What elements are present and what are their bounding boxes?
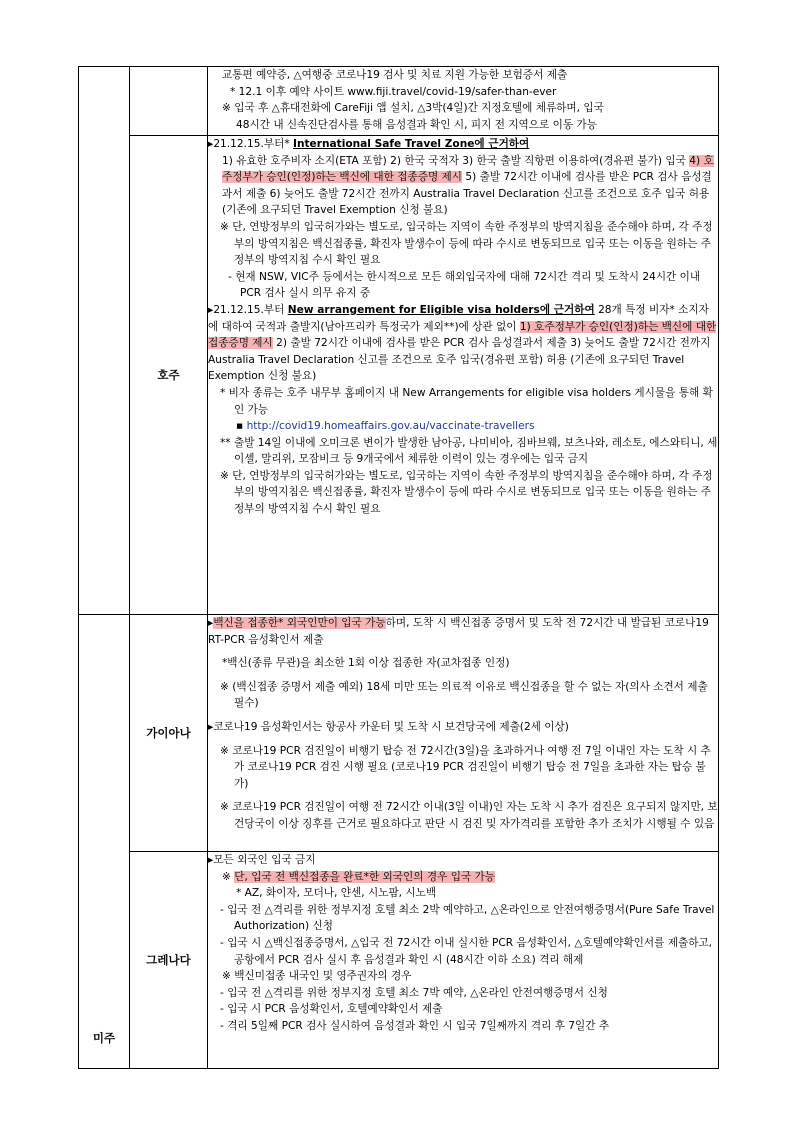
note-prefix: ※ <box>222 870 235 883</box>
region-cell-empty <box>79 67 130 615</box>
highlight-vaccine-proof: 4) 호주정부가 승인(인정)하는 백신에 대한 접종증명 제시 <box>222 154 714 184</box>
fiji-line-1: 교통편 예약증, △여행중 코로나19 검사 및 치료 지원 가능한 보험증서 제출 <box>222 69 568 81</box>
guyana-line-b: ▸코로나19 음성확인서는 항공사 카운터 및 도착 시 보건당국에 제출(2세 이상) <box>208 720 569 733</box>
bullet-prefix: ▸21.12.15.부터 <box>208 303 288 316</box>
grenada-line-8: - 입국 시 PCR 음성확인서, 호텔예약확인서 제출 <box>220 1003 443 1016</box>
bullet-icon: ▪ <box>236 420 244 433</box>
table-row-grenada <box>79 852 719 1069</box>
grenada-content-cell <box>208 852 719 1069</box>
guyana-line-a <box>208 615 718 648</box>
bullet-prefix: ▸21.12.15.부터* <box>208 138 293 150</box>
highlight-vaccinated-exception: 단, 입국 전 백신접종을 완료*한 외국인의 경우 입국 가능 <box>234 870 495 883</box>
new-arrangement-title: New arrangement for Eligible visa holders에 근거하여 <box>287 303 595 316</box>
guyana-pcr-note-1: ※ 코로나19 PCR 검진일이 비행기 탑승 전 72시간(3일)을 초과하거나 여행 전 7일 이내인 자는 도착 시 추가 코로나19 PCR 검진 시행 필요 (코로나19 PCR 검진일이 비행기 탑승 전 7일을 초과한 자는 탑승 불가) <box>220 744 711 790</box>
international-safe-travel-zone-title: International Safe Travel Zone에 근거하여 <box>293 138 530 150</box>
country-cell-empty <box>130 67 208 136</box>
australia-section-1 <box>208 136 718 153</box>
australia-dash-1: - 현재 NSW, VIC주 등에서는 한시적으로 모든 해외입국자에 대해 72시간 격리 및 도착시 24시간 이내 PCR 검사 실시 의무 유지 중 <box>228 270 701 300</box>
grenada-line-2 <box>208 869 718 886</box>
guyana-pcr-note-2: ※ 코로나19 PCR 검진일이 여행 전 72시간 이내(3일 이내)인 자는 도착 시 추가 검진은 요구되지 않지만, 보건당국이 이상 징후를 근거로 필요하다고 판단 시 검진 및 자가격리를 포함한 추가 조치가 시행될 수 있음 <box>220 801 718 830</box>
text: 2) 출발 72시간 이내에 검사를 받은 PCR 검사 음성결과서 제출 3) 늦어도 출발 72시간 전까지 Australia Travel Declaration 신고를 조건으로 호주 입국(경유편 포함) 허용 (기존에 요구되던 Travel Exemption 신청 불요) <box>208 337 711 383</box>
australia-note-2: ※ 단, 연방정부의 입국허가와는 별도로, 입국하는 지역이 속한 주정부의 방역지침을 준수해야 하며, 각 주정부의 방역지침은 백신접종률, 확진자 발생수이 등에 따라 수시로 변동되므로 입국 또는 이동을 원하는 주 정부의 방역지침 수시 확인 필요 <box>220 469 713 516</box>
guyana-content-cell <box>208 615 719 852</box>
grenada-line-7: - 입국 전 △격리를 위한 정부지정 호텔 최소 7박 예약, △온라인 안전여행증명서 신청 <box>220 986 608 999</box>
australia-content-cell <box>208 136 719 615</box>
australia-omicron-note: ** 출발 14일 이내에 오미크론 변이가 발생한 남아공, 나미비아, 짐바브웨, 보츠나와, 레소토, 에스와티니, 세이셸, 말리위, 모잠비크 등 9개국에서 체류한 이력이 있는 경우에는 입국 금지 <box>220 436 718 466</box>
country-name-australia: 호주 <box>130 136 208 615</box>
australia-section-2 <box>208 302 718 385</box>
grenada-line-3: * AZ, 화이자, 모더나, 얀센, 시노팜, 시노백 <box>236 887 437 900</box>
australia-visa-note: * 비자 종류는 호주 내무부 홈페이지 내 New Arrangements for eligible visa holders 게시물을 통해 확인 가능 <box>220 386 713 416</box>
text: 1) 유효한 호주비자 소지(ETA 포함) 2) 한국 국적자 3) 한국 출발 직항편 이용하여(경유편 불가) 입국 <box>222 154 690 167</box>
country-name-guyana: 가이아나 <box>130 615 208 852</box>
fiji-line-3: ※ 입국 후 △휴대전화에 CareFiji 앱 설치, △3박(4일)간 지정호텔에 체류하며, 입국 <box>222 102 604 115</box>
grenada-line-1: ▸모든 외국인 입국 금지 <box>208 854 316 866</box>
table-row-fiji-continuation <box>79 67 719 136</box>
text: 5) 출발 72시간 이내에 검사를 받은 PCR 검사 음성결과서 제출 6) 늦어도 출발 72시간 전까지 Australia Travel Declaration 신고를 조건으로 호주 입국 허용 (기존에 요구되던 Travel Exemption 신청 불요) <box>222 171 712 217</box>
australia-section-1-body <box>208 153 718 219</box>
guyana-exception-note: ※ (백신접종 증명서 제출 예외) 18세 미만 또는 의료적 이유로 백신접종을 할 수 없는 자(의사 소견서 제출 필수) <box>220 680 708 710</box>
highlight-vaccine-proof-2: 1) 호주정부가 승인(인정)하는 백신에 대한 접종증명 제시 <box>208 320 717 350</box>
fiji-line-4: 48시간 내 신속진단검사를 통해 음성결과 확인 시, 피지 전 지역으로 이동 가능 <box>236 118 597 131</box>
guyana-vaccine-note: *백신(종류 무관)을 최소한 1회 이상 접종한 자(교차접종 인정) <box>222 657 510 670</box>
grenada-line-6: ※ 백신미접종 내국인 및 영주권자의 경우 <box>222 970 412 983</box>
text: 28개 특정 비자* 소지자에 대하여 국적과 출발지(남아프리카 특정국가 제외**)에 상관 없이 <box>208 303 709 333</box>
entry-requirements-table <box>78 66 719 1069</box>
fiji-line-2: * 12.1 이후 예약 사이트 www.fiji.travel/covid-19/safer-than-ever <box>230 85 557 98</box>
region-name-americas: 미주 <box>79 615 130 1069</box>
grenada-line-9: - 격리 5일째 PCR 검사 실시하여 음성결과 확인 시 입국 7일째까지 격리 후 7일간 추 <box>220 1019 610 1032</box>
fiji-continuation-cell <box>208 67 719 136</box>
text: 하며, 도착 시 백신접종 증명서 및 도착 전 72시간 내 발급된 코로나19 RT-PCR 음성확인서 제출 <box>208 617 709 646</box>
grenada-line-4: - 입국 전 △격리를 위한 정부지정 호텔 최소 2박 예약하고, △온라인으로 안전여행증명서(Pure Safe Travel Authorization) 신청 <box>220 903 715 933</box>
table-row-guyana <box>79 615 719 852</box>
highlight-vaccinated-only: 백신을 접종한* 외국인만이 입국 가능 <box>213 617 386 629</box>
vaccinate-travellers-link[interactable]: http://covid19.homeaffairs.gov.au/vaccinate-travellers <box>246 420 535 433</box>
australia-note-1: ※ 단, 연방정부의 입국허가와는 별도로, 입국하는 지역이 속한 주정부의 방역지침을 준수해야 하며, 각 주정부의 방역지침은 백신접종률, 확진자 발생수이 등에 따라 수시로 변동되므로 입국 또는 이동을 원하는 주 정부의 방역지침 수시 확인 필요 <box>220 220 713 267</box>
australia-link-line <box>208 418 718 435</box>
bullet-prefix: ▸ <box>208 617 214 629</box>
grenada-line-5: - 입국 시 △백신접종증명서, △입국 전 72시간 이내 실시한 PCR 음성확인서, △호텔예약확인서를 제출하고, 공항에서 PCR 검사 실시 후 음성결과 확인 시 (48시간 이하 소요) 격리 해제 <box>220 936 713 966</box>
country-name-grenada: 그레나다 <box>130 852 208 1069</box>
table-row-australia <box>79 136 719 615</box>
